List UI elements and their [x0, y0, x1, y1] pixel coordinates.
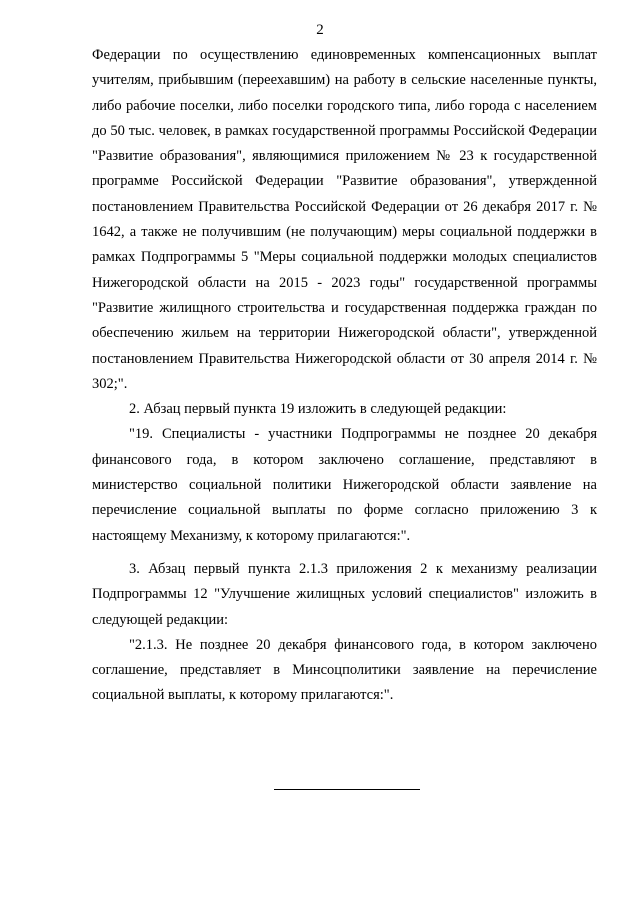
closing-divider-line — [274, 789, 420, 790]
paragraph-quote-19: "19. Специалисты - участники Подпрограммы не позднее 20 декабря финансового года, в котором заключено соглашение, представляют в министерство социальной политики Нижегородской области заявление на перечисление социальной выплаты по форме согласно приложению 3 к настоящему Механизму, к которому прилагаются:". — [92, 426, 597, 544]
paragraph-continuation: Федерации по осуществлению единовременных компенсационных выплат учителям, прибывшим (переехавшим) на работу в сельские населенные пункты, либо рабочие поселки, либо поселки городского типа, либо города с населением до 50 тыс. человек, в рамках государственной программы Российской Федерации "Развитие образования", являющимися приложением № 23 к государственной программе Российской Федерации "Развитие образования", утвержденной постановлением Правительства Российской Федерации от 26 декабря 2017 г. № 1642, а также не получившим (не получающим) меры социальной поддержки в рамках Подпрограммы 5 "Меры социальной поддержки молодых специалистов Нижегородской области на 2015 - 2023 годы" государственной программы "Развитие жилищного строительства и государственная поддержка граждан по обеспечению жильем на территории Нижегородской области", утвержденной постановлением Правительства Нижегородской области от 30 апреля 2014 г. № 302;". — [92, 47, 597, 392]
paragraph-item-2: 2. Абзац первый пункта 19 изложить в следующей редакции: — [129, 401, 507, 418]
page-number: 2 — [316, 22, 324, 38]
paragraph-item-3: 3. Абзац первый пункта 2.1.3 приложения 2 к механизму реализации Подпрограммы 12 "Улучшение жилищных условий специалистов" изложить в следующей редакции: — [92, 560, 597, 628]
paragraph-quote-2-1-3: "2.1.3. Не позднее 20 декабря финансового года, в котором заключено соглашение, представляет в Минсоцполитики заявление на перечисление социальной выплаты, к которому прилагаются:". — [92, 636, 597, 704]
document-body — [92, 43, 597, 709]
